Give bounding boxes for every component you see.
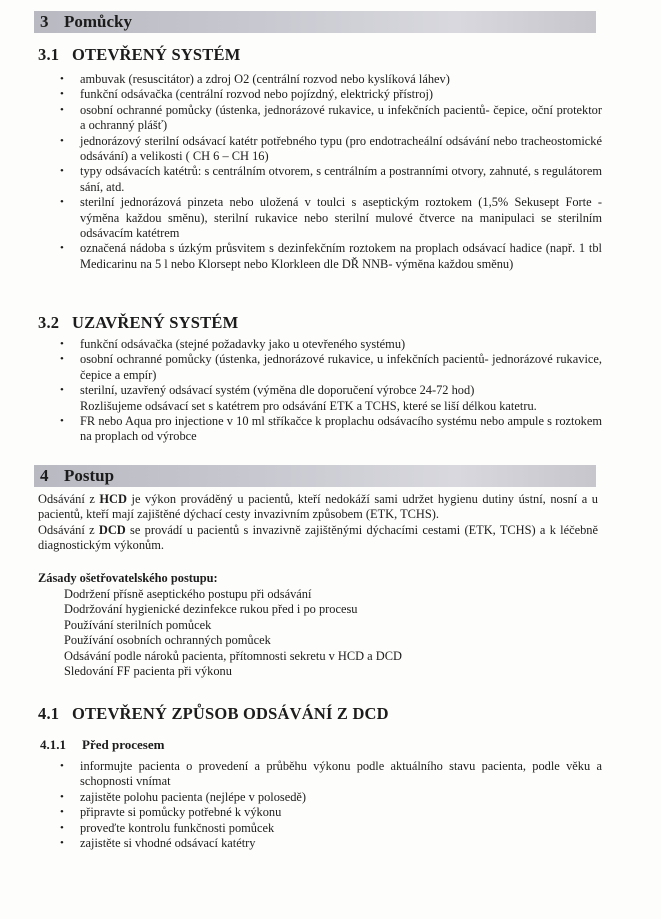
list-item: • funkční odsávačka (centrální rozvod nebo pojízdný, elektrický přístroj): [60, 87, 602, 102]
text: Odsávání z: [38, 492, 100, 506]
list-item: Odsávání podle nároků pacienta, přítomnosti sekretu v HCD a DCD: [64, 648, 402, 663]
list-item: • osobní ochranné pomůcky (ústenka, jednorázové rukavice, u infekčních pacientů- jednorázové rukavice, čepice a empír): [60, 352, 602, 383]
section-title: UZAVŘENÝ SYSTÉM: [72, 313, 239, 332]
section-title: Před procesem: [82, 737, 165, 752]
list-item: • ambuvak (resuscitátor) a zdroj O2 (centrální rozvod nebo kyslíková láhev): [60, 72, 602, 87]
list-item-text: sterilní, uzavřený odsávací systém (výměna dle doporučení výrobce 24-72 hod): [80, 383, 475, 398]
dcd-paragraph: [38, 523, 598, 554]
list-item: • označená nádoba s úzkým průsvitem s dezinfekčním roztokem na proplach odsávací hadice (např. 1 tbl Medicarinu na 5 l nebo Klorsept nebo Klorkleen dle DŘ NNB- výměna každou směnu): [60, 241, 602, 272]
list-item: • FR nebo Aqua pro injectione v 10 ml stříkačce k proplachu odsávacího systému nebo ampule s roztokem na proplach od výrobce: [60, 414, 602, 445]
section-number: 3.2: [38, 313, 60, 332]
list-item: • informujte pacienta o provedení a průběhu výkonu podle aktuálního stavu pacienta, podle věku a schopnosti vnímat: [60, 759, 602, 790]
text: je výkon prováděný u pacientů, kteří nedokáží sami udržet hygienu dutiny ústní, nosní a u pacientů, kteří mají zajištěné dýchací cesty invazivním způsobem (ETK, TCHS).: [38, 492, 598, 522]
section-title: OTEVŘENÝ ZPŮSOB ODSÁVÁNÍ Z DCD: [72, 704, 389, 723]
list-item: • zajistěte si vhodné odsávací katétry: [60, 836, 602, 851]
section-3-heading: [34, 11, 596, 33]
list-item: • typy odsávacích katétrů: s centrálním otvorem, s centrálním a postranními otvory, zahnuté, s regulátorem sání, atd.: [60, 164, 602, 195]
list-item: • sterilní jednorázová pinzeta nebo uložená v toulci s aseptickým roztokem (1,5% Sekusept Forte - výměna každou směnu), sterilní rukavice nebo sterilní mulové čtverce na manipulaci se sterilním odsávacím katétrem: [60, 195, 602, 241]
section-4-1-1-heading: [40, 737, 164, 753]
list-item: Používání osobních ochranných pomůcek: [64, 633, 271, 648]
list-item-continuation: Rozlišujeme odsávací set s katétrem pro odsávání ETK a TCHS, které se liší délkou katetru.: [80, 398, 537, 413]
list-item: Používání sterilních pomůcek: [64, 617, 212, 632]
list-item: Dodržování hygienické dezinfekce rukou před i po procesu: [64, 602, 358, 617]
list-item: • proveďte kontrolu funkčnosti pomůcek: [60, 821, 602, 836]
hcd-paragraph: [38, 492, 598, 523]
list-item: • funkční odsávačka (stejné požadavky jako u otevřeného systému): [60, 337, 602, 352]
section-3-1-heading: [38, 45, 241, 65]
section-number: 3: [40, 12, 49, 31]
section-number: 3.1: [38, 45, 60, 64]
term: DCD: [98, 523, 126, 537]
section-title: OTEVŘENÝ SYSTÉM: [72, 45, 241, 64]
list-item: Dodržení přísně aseptického postupu při odsávání: [64, 587, 312, 601]
closed-system-list: [60, 337, 602, 445]
list-item: • osobní ochranné pomůcky (ústenka, jednorázové rukavice, u infekčních pacientů- čepice, oční protektor a ochranný plášť): [60, 103, 602, 134]
section-number: 4: [40, 466, 49, 485]
list-item: • připravte si pomůcky potřebné k výkonu: [60, 805, 602, 820]
list-item: • jednorázový sterilní odsávací katétr potřebného typu (pro endotracheální odsávání nebo tracheostomické odsávání) a velikosti ( CH 6 – CH 16): [60, 134, 602, 165]
section-3-2-heading: [38, 313, 238, 333]
section-number: 4.1: [38, 704, 60, 723]
section-4-heading: [34, 465, 596, 487]
list-item: [60, 383, 602, 414]
text: se provádí u pacientů s invazivně zajištěnými dýchacími cestami (ETK, TCHS) a k léčebně diagnostickým výkonům.: [38, 523, 599, 553]
principles-title: Zásady ošetřovatelského postupu:: [38, 571, 218, 585]
list-item: Sledování FF pacienta při výkonu: [64, 664, 232, 679]
principles-list: [64, 587, 402, 679]
section-number: 4.1.1: [40, 737, 66, 752]
open-system-list: [60, 72, 602, 272]
section-title: Postup: [64, 466, 115, 485]
text: Odsávání z: [38, 523, 99, 537]
section-4-1-heading: [38, 704, 389, 724]
term: HCD: [99, 492, 127, 506]
before-procedure-list: [60, 759, 602, 851]
section-title: Pomůcky: [64, 12, 132, 31]
list-item: • zajistěte polohu pacienta (nejlépe v polosedě): [60, 790, 602, 805]
